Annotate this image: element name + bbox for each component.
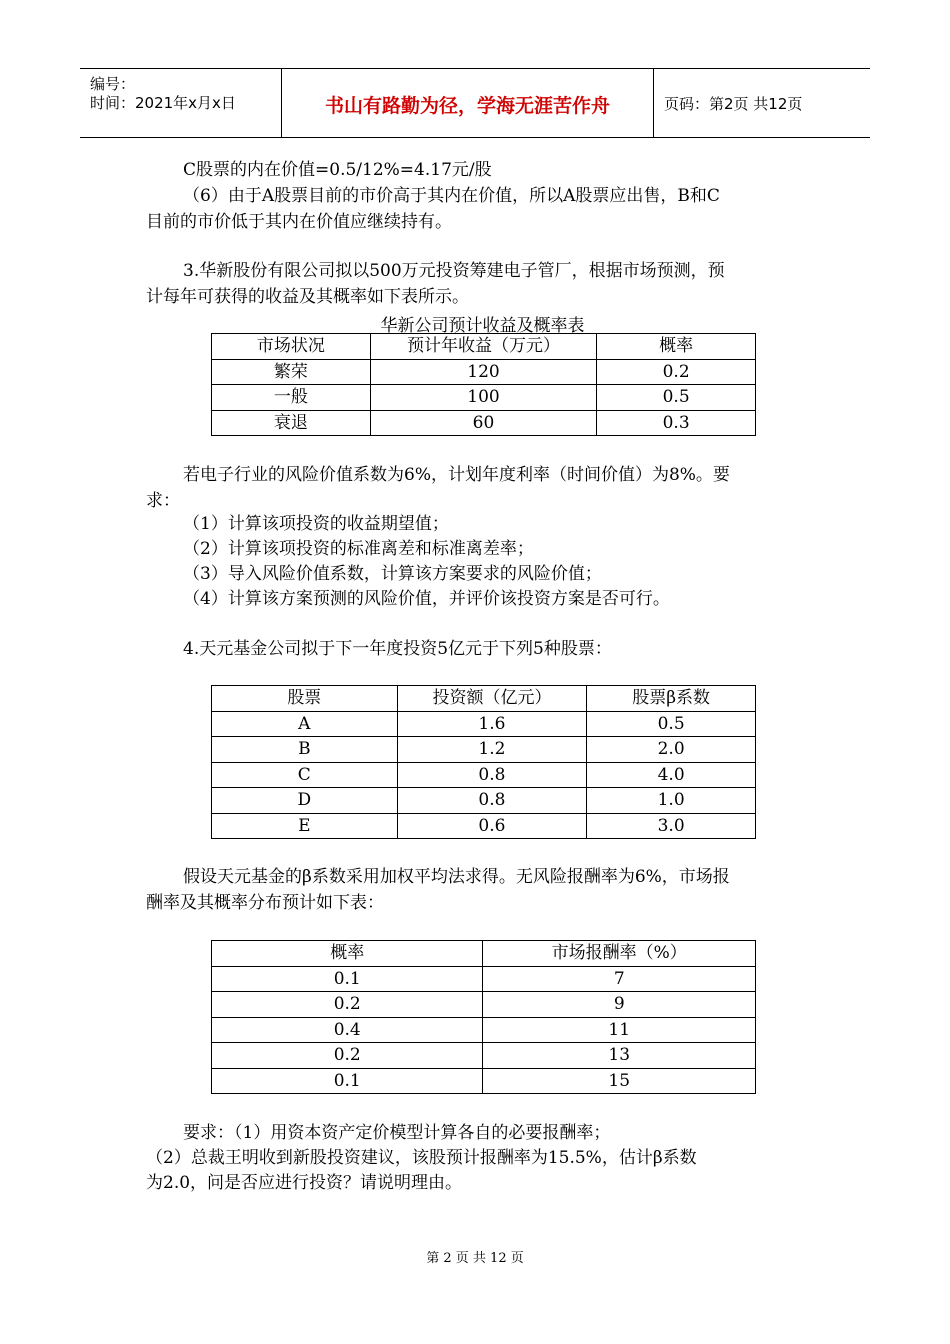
- text-line: （6）由于A股票目前的市价高于其内在价值，所以A股票应出售，B和C: [183, 186, 720, 206]
- table-cell: 1.0: [587, 788, 756, 814]
- header-motto-cell: [282, 69, 654, 137]
- table-row: [212, 1068, 756, 1094]
- header-meta: [80, 69, 282, 137]
- table-cell: 繁荣: [212, 359, 371, 385]
- table-row: [212, 385, 756, 411]
- table-row: [212, 992, 756, 1018]
- table-expected-returns: [211, 333, 756, 436]
- table-cell: 0.5: [587, 711, 756, 737]
- page-footer: 第 2 页 共 12 页: [426, 1251, 524, 1266]
- table-cell: 120: [370, 359, 597, 385]
- table-cell: 0.8: [397, 762, 587, 788]
- header-page-cell: [654, 69, 870, 137]
- table-cell: 1.6: [397, 711, 587, 737]
- header-motto: 书山有路勤为径，学海无涯苦作舟: [324, 95, 610, 117]
- table-cell: 0.6: [397, 813, 587, 839]
- table-row: [212, 1017, 756, 1043]
- requirement-item: 为2.0，问是否应进行投资？请说明理由。: [146, 1173, 463, 1193]
- text-line: 目前的市价低于其内在价值应继续持有。: [146, 212, 452, 232]
- requirement-item: （1）计算该项投资的收益期望值；: [183, 514, 449, 534]
- table-row: [212, 359, 756, 385]
- table-cell: 2.0: [587, 737, 756, 763]
- table-cell: 0.8: [397, 788, 587, 814]
- doc-number-label: 编号：: [90, 75, 136, 93]
- table-cell: 4.0: [587, 762, 756, 788]
- question-3-intro: 3.华新股份有限公司拟以500万元投资筹建电子管厂，根据市场预测，预: [183, 261, 725, 281]
- table-header-cell: 股票β系数: [587, 686, 756, 712]
- table-cell: 3.0: [587, 813, 756, 839]
- table-cell: 0.3: [597, 410, 756, 436]
- table-header-row: [212, 334, 756, 360]
- table-cell: 一般: [212, 385, 371, 411]
- requirement-item: （4）计算该方案预测的风险价值，并评价该投资方案是否可行。: [183, 589, 670, 609]
- page-header: [80, 68, 870, 138]
- table-header-cell: 市场报酬率（%）: [483, 941, 756, 967]
- table-cell: C: [212, 762, 398, 788]
- table-row: [212, 813, 756, 839]
- text-line: 假设天元基金的β系数采用加权平均法求得。无风险报酬率为6%，市场报: [183, 867, 730, 887]
- table-cell: 60: [370, 410, 597, 436]
- table-row: [212, 737, 756, 763]
- text-line: 若电子行业的风险价值系数为6%，计划年度利率（时间价值）为8%。要: [183, 465, 730, 485]
- table-cell: 15: [483, 1068, 756, 1094]
- table-cell: 0.1: [212, 966, 483, 992]
- table-row: [212, 711, 756, 737]
- table-cell: 11: [483, 1017, 756, 1043]
- requirement-item: （2）总裁王明收到新股投资建议，该股预计报酬率为15.5%，估计β系数: [146, 1148, 697, 1168]
- table-cell: 0.1: [212, 1068, 483, 1094]
- question-3-intro-cont: 计每年可获得的收益及其概率如下表所示。: [146, 287, 469, 307]
- table-cell: 1.2: [397, 737, 587, 763]
- table-cell: 9: [483, 992, 756, 1018]
- doc-time: 时间：2021年x月x日: [90, 94, 236, 112]
- table-cell: 0.4: [212, 1017, 483, 1043]
- header-page-info: 页码：第2页 共12页: [664, 95, 803, 113]
- table-cell: B: [212, 737, 398, 763]
- table-market-returns: [211, 940, 756, 1094]
- table-row: [212, 1043, 756, 1069]
- table-cell: A: [212, 711, 398, 737]
- table-cell: 0.2: [597, 359, 756, 385]
- requirement-item: （3）导入风险价值系数，计算该方案要求的风险价值；: [183, 564, 602, 584]
- table-stock-investments: [211, 685, 756, 839]
- table-cell: E: [212, 813, 398, 839]
- table-row: [212, 966, 756, 992]
- table-header-cell: 投资额（亿元）: [397, 686, 587, 712]
- table-header-row: [212, 686, 756, 712]
- table-cell: D: [212, 788, 398, 814]
- table-row: [212, 788, 756, 814]
- table1-caption: 华新公司预计收益及概率表: [380, 316, 585, 336]
- text-line: C股票的内在价值=0.5/12%=4.17元/股: [183, 160, 492, 180]
- requirement-item: 要求：（1）用资本资产定价模型计算各自的必要报酬率；: [183, 1123, 611, 1143]
- table-row: [212, 410, 756, 436]
- table-cell: 100: [370, 385, 597, 411]
- table-header-cell: 预计年收益（万元）: [370, 334, 597, 360]
- question-4-intro: 4.天元基金公司拟于下一年度投资5亿元于下列5种股票：: [183, 639, 612, 659]
- table-header-row: [212, 941, 756, 967]
- table-cell: 13: [483, 1043, 756, 1069]
- table-header-cell: 概率: [597, 334, 756, 360]
- requirement-item: （2）计算该项投资的标准离差和标准离差率；: [183, 539, 534, 559]
- table-cell: 0.2: [212, 992, 483, 1018]
- text-line: 求：: [146, 491, 180, 511]
- table-cell: 衰退: [212, 410, 371, 436]
- table-row: [212, 762, 756, 788]
- table-header-cell: 股票: [212, 686, 398, 712]
- table-header-cell: 概率: [212, 941, 483, 967]
- table-cell: 0.2: [212, 1043, 483, 1069]
- table-cell: 7: [483, 966, 756, 992]
- table-header-cell: 市场状况: [212, 334, 371, 360]
- table-cell: 0.5: [597, 385, 756, 411]
- text-line: 酬率及其概率分布预计如下表：: [146, 893, 384, 913]
